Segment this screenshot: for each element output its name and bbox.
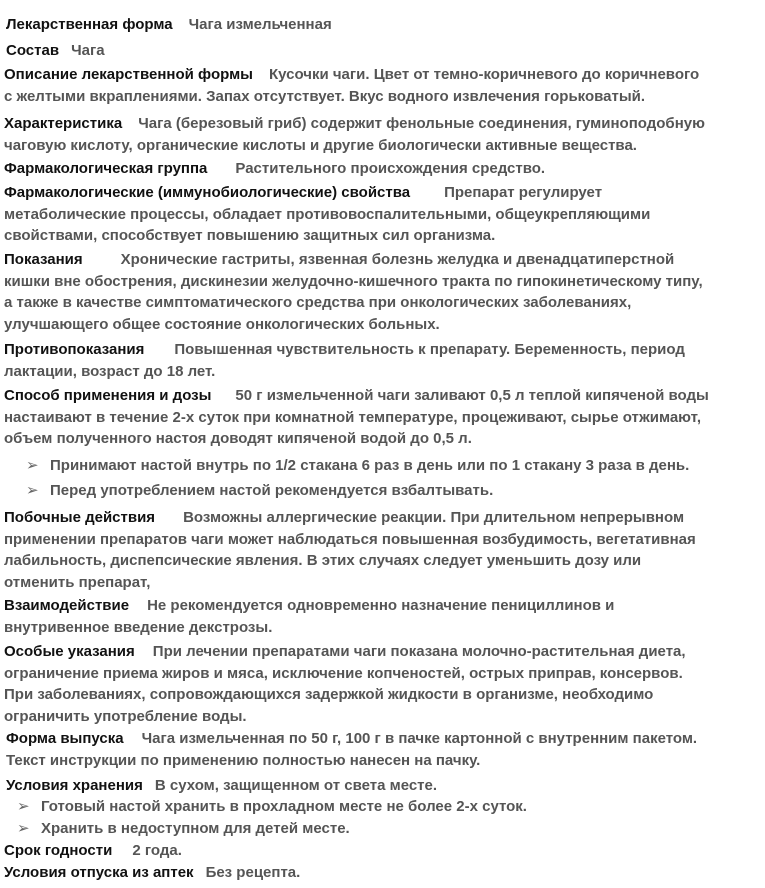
arrow-bullet-icon: ➢ xyxy=(26,457,39,474)
section-text-line: Чага xyxy=(71,42,105,59)
section-text-line: с желтыми вкраплениями. Запах отсутствует. Вкус водного извлечения горьковатый. xyxy=(4,87,646,105)
section-text-line: ограничение приема жиров и мяса, исключение копченостей, острых приправ, консервов. xyxy=(4,664,683,682)
bullet-text: Хранить в недоступном для детей месте. xyxy=(41,820,350,837)
section-label: Характеристика xyxy=(4,115,123,132)
section-label: Противопоказания xyxy=(4,341,145,358)
section-text-line: чаговую кислоту, органические кислоты и другие биологически активные вещества. xyxy=(4,136,637,154)
section-12 xyxy=(4,641,760,727)
section-text-line: Кусочки чаги. Цвет от темно-коричневого до коричневого xyxy=(268,66,700,83)
section-text-line: отменить препарат, xyxy=(4,573,151,591)
section-text-line: а также в качестве симптоматического средства при онкологических заболеваниях, xyxy=(4,294,632,311)
section-6 xyxy=(4,182,760,247)
section-label: Лекарственная форма xyxy=(6,16,173,33)
arrow-bullet-icon: ➢ xyxy=(17,798,30,815)
section-text-line: свойствами, способствует повышению защитных сил организма. xyxy=(4,227,496,244)
section-text-line: применении препаратов чаги может наблюдаться повышенная возбудимость, вегетативная xyxy=(4,530,696,548)
section-text-line: Без рецепта. xyxy=(205,864,301,881)
bullet-text: Принимают настой внутрь по 1/2 стакана 6 раз в день или по 1 стакану 3 раза в день. xyxy=(50,457,690,474)
section-14 xyxy=(6,775,762,797)
section-text-line: метаболические процессы, обладает противовоспалительными, общеукрепляющими xyxy=(4,205,651,223)
section-7 xyxy=(4,249,760,335)
section-text-line: Повышенная чувствительность к препарату. Беременность, период xyxy=(174,341,685,358)
section-label: Описание лекарственной формы xyxy=(4,66,253,83)
section-text-line: 2 года. xyxy=(132,842,182,859)
section-label: Условия хранения xyxy=(6,777,143,794)
section-label: Состав xyxy=(6,42,60,59)
bullet-text: Готовый настой хранить в прохладном месте не более 2-х суток. xyxy=(41,798,527,815)
section-text-line: При заболеваниях, сопровождающихся задержкой жидкости в организме, необходимо xyxy=(4,686,654,703)
section-text-line: 50 г измельченной чаги заливают 0,5 л теплой кипяченой воды xyxy=(235,387,709,404)
section-text-line: Хронические гастриты, язвенная болезнь желудка и двенадцатиперстной xyxy=(120,251,675,268)
bullet-text: Перед употреблением настой рекомендуется взбалтывать. xyxy=(50,482,494,499)
section-text-line: Чага измельченная по 50 г, 100 г в пачке картонной с внутренним пакетом. xyxy=(141,730,698,747)
section-8 xyxy=(4,339,760,382)
section-text-line: настаивают в течение 2-х суток при комнатной температуре, процеживают, сырье отжимают, xyxy=(4,408,702,426)
arrow-bullet-icon: ➢ xyxy=(26,482,39,499)
section-text-line: объем полученного настоя доводят кипяченой водой до 0,5 л. xyxy=(4,430,472,447)
section-1 xyxy=(6,14,762,36)
section-text-line: Текст инструкции по применению полностью нанесен на пачку. xyxy=(6,751,481,769)
section-text-line: Препарат регулирует xyxy=(444,184,603,201)
section-4 xyxy=(4,113,760,156)
section-text-line: кишки вне обострения, дискинезии желудочно-кишечного тракта по гипокинетическому типу, xyxy=(4,272,703,290)
dosage-bullet-item xyxy=(26,480,493,501)
section-text-line: Чага измельченная xyxy=(188,16,332,33)
section-label: Способ применения и дозы xyxy=(4,387,212,404)
section-16 xyxy=(4,862,760,884)
section-label: Взаимодействие xyxy=(4,597,130,614)
dosage-bullet-item xyxy=(26,455,689,476)
section-text-line: ограничить употребление воды. xyxy=(4,707,247,725)
section-label: Фармакологическая группа xyxy=(4,160,208,177)
section-2 xyxy=(6,40,762,62)
section-label: Фармакологические (иммунобиологические) свойства xyxy=(4,184,411,201)
section-label: Показания xyxy=(4,251,83,268)
section-5 xyxy=(4,158,760,180)
section-15 xyxy=(4,840,760,862)
section-text-line: Возможны аллергические реакции. При длительном непрерывном xyxy=(183,509,685,526)
section-text-line: Чага (березовый гриб) содержит фенольные соединения, гуминоподобную xyxy=(138,115,705,132)
section-10 xyxy=(4,507,760,593)
section-text-line: Не рекомендуется одновременно назначение пенициллинов и xyxy=(147,597,615,614)
arrow-bullet-icon: ➢ xyxy=(17,820,30,837)
section-text-line: Растительного происхождения средство. xyxy=(235,160,546,177)
section-text-line: При лечении препаратами чаги показана молочно-растительная диета, xyxy=(152,643,686,660)
section-text-line: внутривенное введение декстрозы. xyxy=(4,618,273,636)
section-label: Срок годности xyxy=(4,842,113,859)
section-text-line: лабильность, диспепсические явления. В этих случаях следует уменьшить дозу или xyxy=(4,552,642,569)
section-label: Побочные действия xyxy=(4,509,156,526)
section-label: Особые указания xyxy=(4,643,135,660)
section-label: Форма выпуска xyxy=(6,730,124,747)
storage-bullet-item xyxy=(17,818,350,839)
section-13 xyxy=(6,728,762,771)
section-11 xyxy=(4,595,760,638)
section-text-line: улучшающего общее состояние онкологических больных. xyxy=(4,315,440,333)
section-text-line: лактации, возраст до 18 лет. xyxy=(4,362,216,380)
section-9 xyxy=(4,385,760,450)
section-3 xyxy=(4,64,760,107)
section-label: Условия отпуска из аптек xyxy=(4,864,194,881)
storage-bullet-item xyxy=(17,796,527,817)
section-text-line: В сухом, защищенном от света месте. xyxy=(154,777,438,794)
